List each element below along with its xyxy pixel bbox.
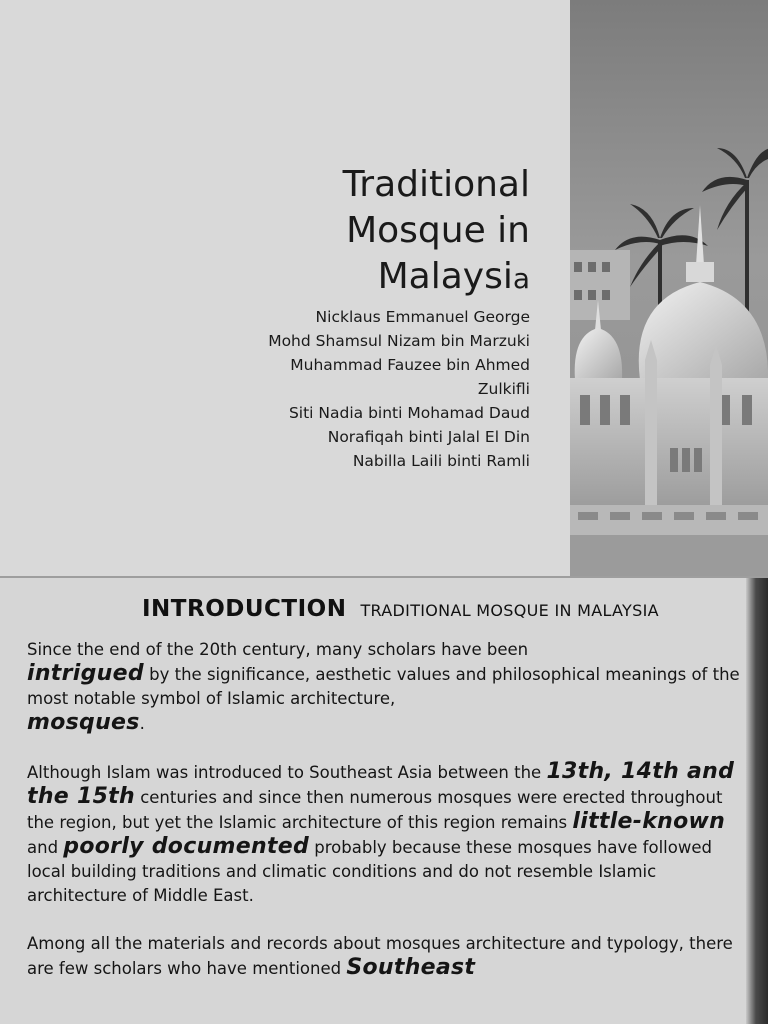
p1-emphasis-mosques: mosques: [27, 710, 140, 735]
mosque-photo: [570, 0, 768, 576]
author-name: Zulkifli: [477, 380, 530, 398]
author-name: Siti Nadia binti Mohamad Daud: [288, 404, 530, 422]
p3-emphasis-southeast: Southeast: [346, 955, 476, 980]
slide-edge-decoration: [746, 578, 768, 1024]
p2-emphasis-poorly-documented: poorly documented: [63, 834, 310, 859]
p1-text-a: Since the end of the 20th century, many scholars have been: [27, 640, 529, 659]
title-line-2: Mosque in: [346, 210, 530, 251]
paragraph-1: [27, 638, 747, 736]
intro-heading: [142, 596, 659, 622]
p1-text-c: by the significance, aesthetic values and philosophical meanings of the most notable symbol of Islamic architecture,: [27, 665, 740, 708]
author-name: Mohd Shamsul Nizam bin Marzuki: [268, 332, 530, 350]
title-line-1: Traditional: [342, 164, 530, 205]
p3-text-a: Among all the materials and records about mosques architecture and typology, there are few scholars who have mentioned: [27, 934, 733, 978]
paragraph-3: [27, 932, 747, 981]
p1-text-e: .: [139, 714, 145, 733]
author-name: Nabilla Laili binti Ramli: [352, 452, 530, 470]
author-list: [200, 305, 530, 473]
title-line-3: [150, 254, 530, 302]
introduction-slide: [0, 578, 768, 1024]
author-name: Norafiqah binti Jalal El Din: [327, 428, 530, 446]
paragraph-2: [27, 760, 747, 908]
p2-emphasis-centuries: 13th, 14th and the 15th: [27, 759, 735, 809]
intro-heading-main: INTRODUCTION: [142, 596, 347, 622]
p2-text-e: and: [27, 838, 64, 857]
title-line-3-tail: a: [512, 262, 530, 295]
title-block: [150, 162, 530, 302]
mosque-illustration: [570, 0, 768, 576]
author-name: Nicklaus Emmanuel George: [315, 308, 530, 326]
p2-text-c: centuries and since then numerous mosques were erected throughout the region, but yet the Islamic architecture of this region remains: [27, 788, 723, 832]
slide-title: [150, 162, 530, 302]
author-name: Muhammad Fauzee bin Ahmed: [290, 356, 530, 374]
p2-text-g: probably because these mosques have followed local building traditions and climatic conditions and do not resemble Islamic architecture of Middle East.: [27, 838, 712, 905]
title-line-3-main: Malaysi: [377, 256, 513, 297]
p2-emphasis-little-known: little-known: [572, 809, 726, 834]
p2-text-a: Although Islam was introduced to Southeast Asia between the: [27, 763, 547, 782]
p1-emphasis-intrigued: intrigued: [27, 661, 144, 686]
intro-body: [27, 638, 747, 1005]
intro-heading-sub: TRADITIONAL MOSQUE IN MALAYSIA: [360, 601, 659, 620]
